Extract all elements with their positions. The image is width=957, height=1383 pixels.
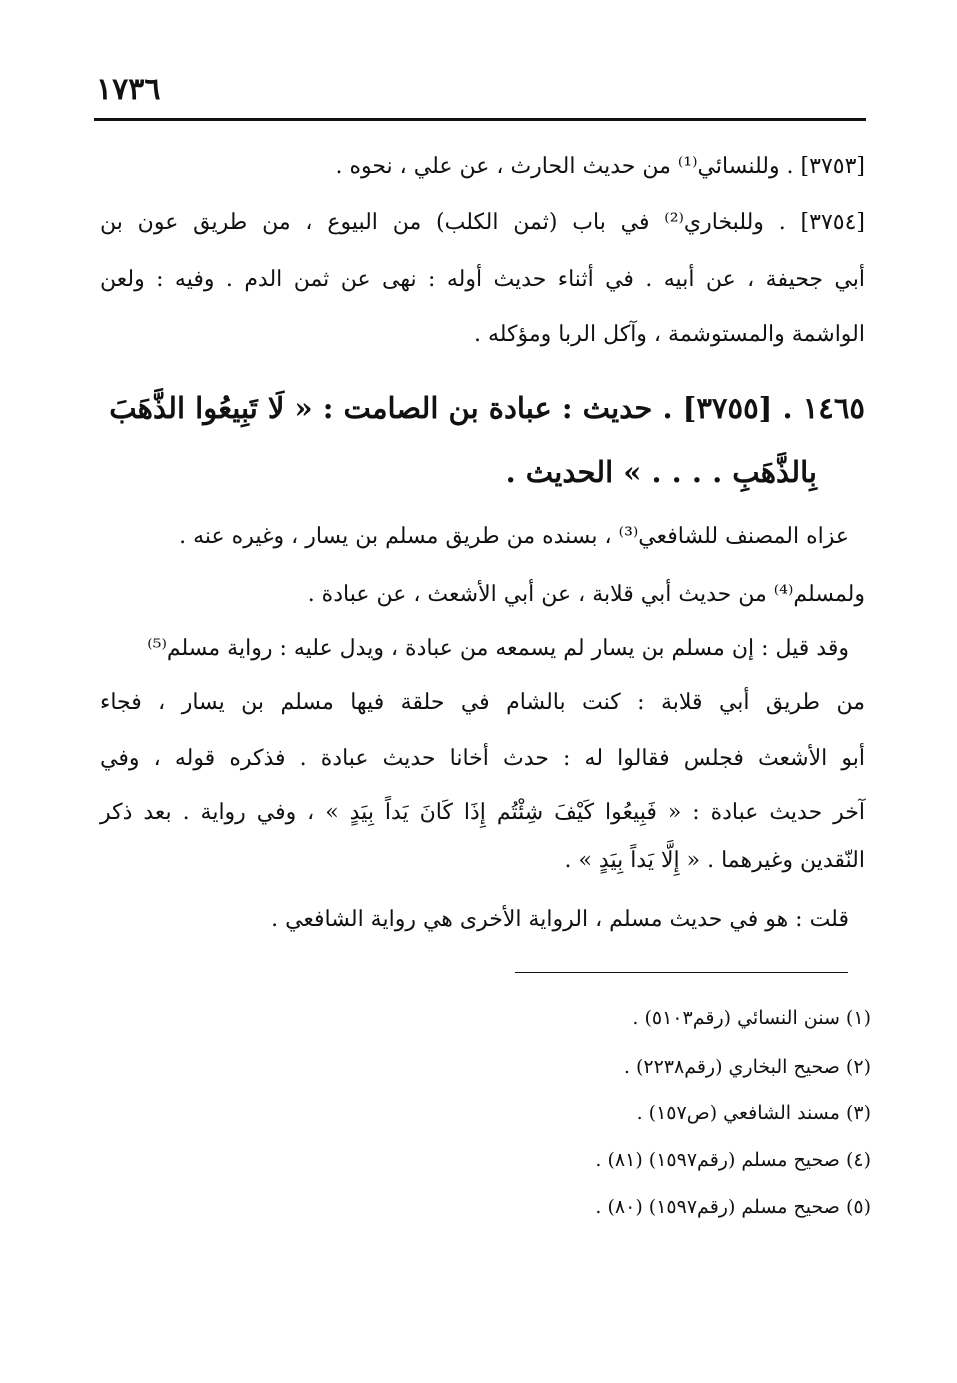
discussion-line-4: آخر حديث عبادة : « فَبِيعُوا كَيْفَ شِئْتُم إِذَا كَانَ يَداً بِيَدٍ » ، وفي رواية . بعد ذكر <box>100 800 865 825</box>
entry-3754-line-2: أبي جحيفة ، عن أبيه . في أثناء حديث أوله : نهى عن ثمن الدم . وفيه : ولعن <box>100 267 865 292</box>
hadith-heading-line-1: ١٤٦٥ . [٣٧٥٥] . حديث : عبادة بن الصامت : « لَا تَبِيعُوا الذَّهَبَ <box>109 391 865 425</box>
entry-3754-line-3: الواشمة والمستوشمة ، وآكل الربا ومؤكله . <box>473 322 865 347</box>
takhrij-line-2: ولمسلم⁽⁴⁾ من حديث أبي قلابة ، عن أبي الأشعث ، عن عبادة . <box>307 582 865 607</box>
author-note: قلت : هو في حديث مسلم ، الرواية الأخرى هي رواية الشافعي . <box>271 907 849 932</box>
discussion-line-2: من طريق أبي قلابة : كنت بالشام في حلقة فيها مسلم بن يسار ، فجاء <box>100 690 865 715</box>
takhrij-line-1: عزاه المصنف للشافعي⁽³⁾ ، بسنده من طريق مسلم بن يسار ، وغيره عنه . <box>179 524 849 549</box>
header-rule <box>94 118 866 121</box>
entry-3754-line-1: [٣٧٥٤] . وللبخاري⁽²⁾ في باب (ثمن الكلب) من البيوع ، من طريق عون بن <box>100 210 865 235</box>
discussion-line-3: أبو الأشعث فجلس فقالوا له : حدث أخانا حديث عبادة . فذكره قوله ، وفي <box>100 746 865 771</box>
footnote-4: (٤) صحيح مسلم (رقم١٥٩٧) (٨١) . <box>595 1149 871 1171</box>
entry-3753-line-1: [٣٧٥٣] . وللنسائي⁽¹⁾ من حديث الحارث ، عن علي ، نحوه . <box>335 154 865 179</box>
hadith-heading-line-2: بِالذَّهَبِ . . . . » الحديث . <box>505 455 817 489</box>
footnote-3: (٣) مسند الشافعي (ص١٥٧) . <box>636 1102 871 1124</box>
footnote-2: (٢) صحيح البخاري (رقم٢٢٣٨) . <box>623 1056 871 1078</box>
footnote-separator <box>515 972 848 973</box>
discussion-line-5: النّقدين وغيرهما . « إِلَّا يَداً بِيَدٍ » . <box>564 848 865 873</box>
page-number: ١٧٣٦ <box>96 72 161 107</box>
discussion-line-1: وقد قيل : إن مسلم بن يسار لم يسمعه من عبادة ، ويدل عليه : رواية مسلم⁽⁵⁾ <box>147 636 849 661</box>
footnote-5: (٥) صحيح مسلم (رقم١٥٩٧) (٨٠) . <box>595 1196 871 1218</box>
footnote-1: (١) سنن النسائي (رقم٥١٠٣) . <box>632 1007 871 1029</box>
